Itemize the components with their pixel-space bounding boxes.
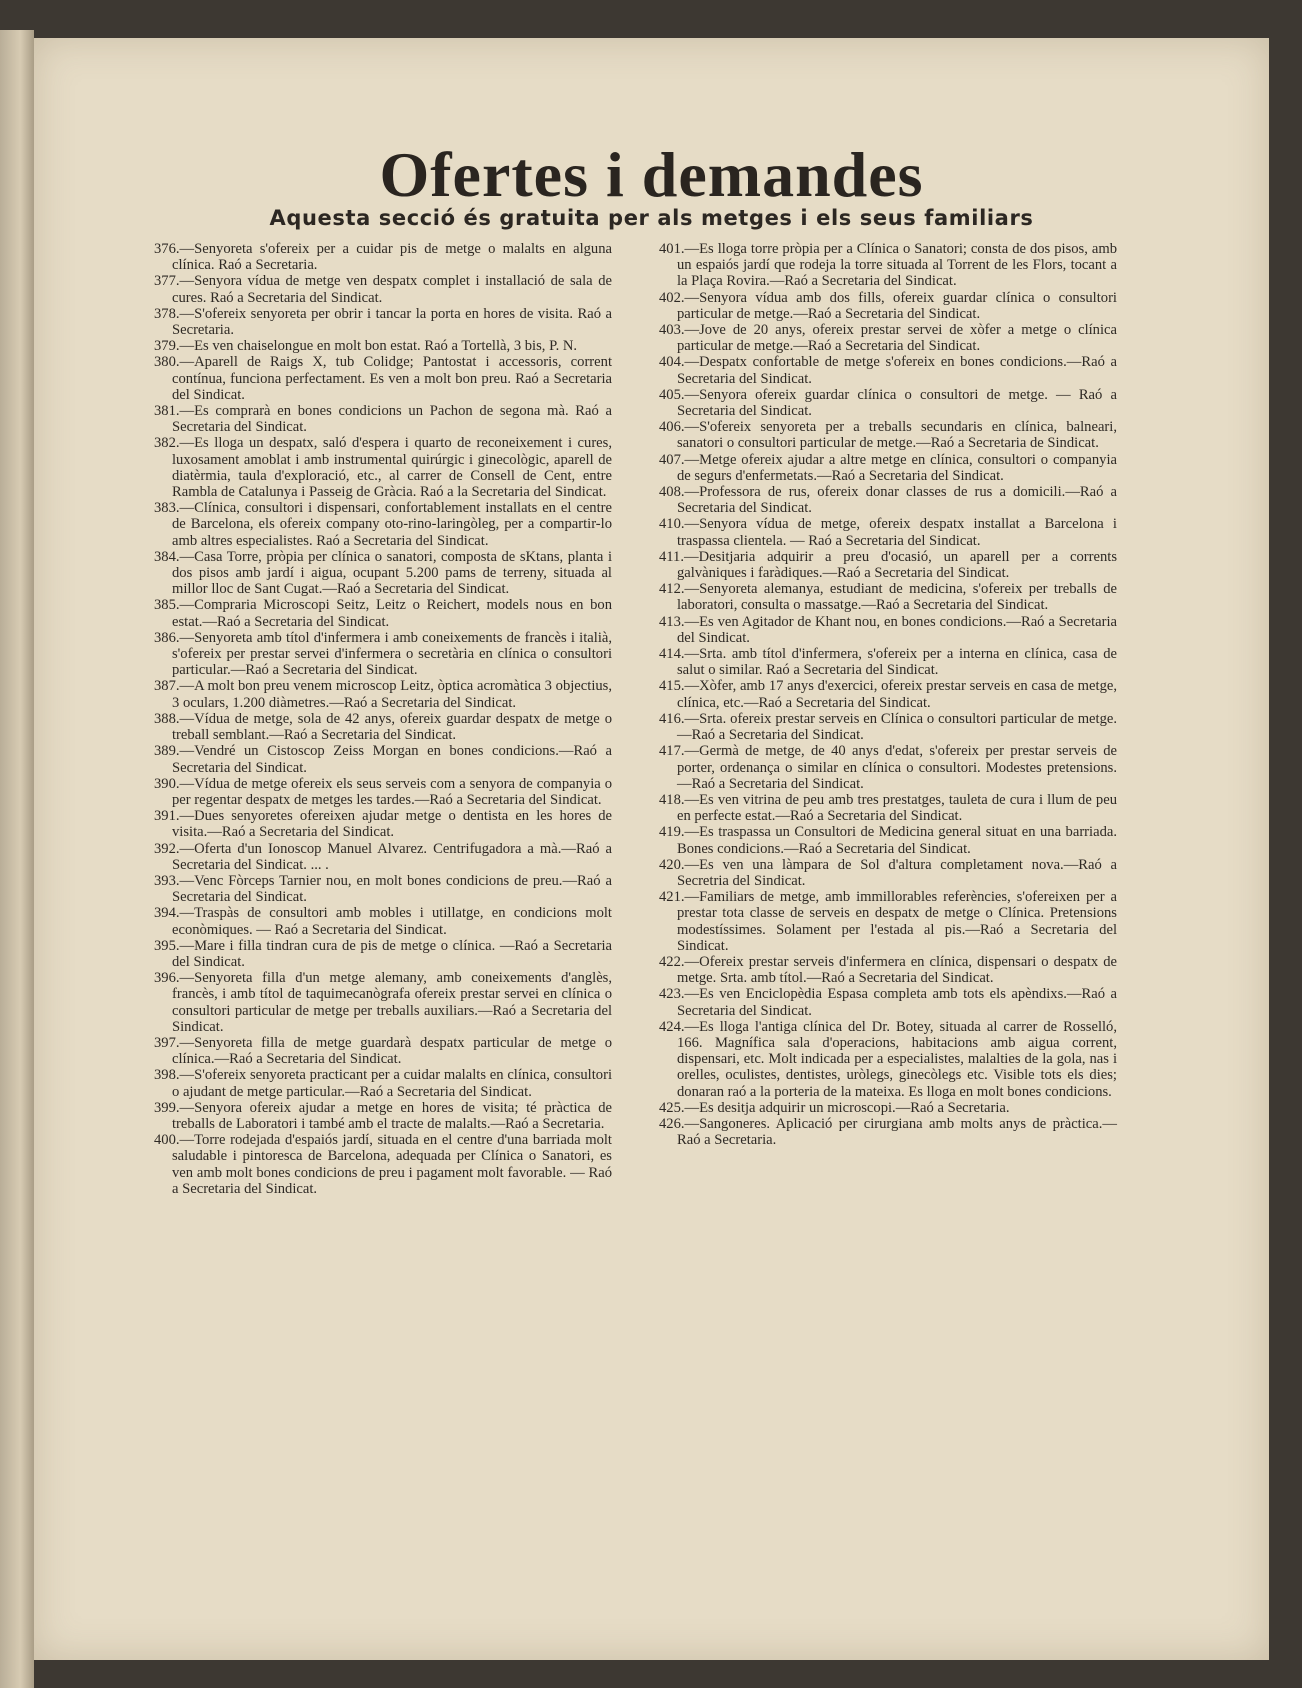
classified-ad: 395.—Mare i filla tindran cura de pis de metge o clínica. —Raó a Secretaria del Sindicat. [154,937,612,970]
classified-ad: 390.—Vídua de metge ofereix els seus serveis com a senyora de companyia o per regentar despatx de metges les tardes.—Raó a Secretaria del Sindicat. [154,775,612,808]
classified-ad: 398.—S'ofereix senyoreta practicant per a cuidar malalts en clínica, consultori o ajudant de metge particular.—Raó a Secretaria del Sindicat. [154,1067,612,1100]
classified-ad: 387.—A molt bon preu venem microscop Leitz, òptica acromàtica 3 objectius, 3 oculars, 1.200 diàmetres.—Raó a Secretaria del Sindicat. [154,678,612,711]
classified-ad: 405.—Senyora ofereix guardar clínica o consultori de metge. — Raó a Secretaria del Sindicat. [659,386,1117,420]
classified-ad: 404.—Despatx confortable de metge s'ofereix en bones condicions.—Raó a Secretaria del Sindicat. [659,354,1117,387]
classified-ad: 403.—Jove de 20 anys, ofereix prestar servei de xòfer a metge o clínica particular de metge.—Raó a Secretaria del Sindicat. [659,322,1117,355]
page-title: Ofertes i demandes [379,139,924,210]
classified-ad: 399.—Senyora ofereix ajudar a metge en hores de visita; té pràctica de treballs de Laboratori i també amb el tracte de malalts.—Raó a Secretaria. [154,1099,612,1132]
classified-ad: 424.—Es lloga l'antiga clínica del Dr. Botey, situada al carrer de Rosselló, 166. Magnífica sala d'operacions, habitacions amb aigua corrent, dispensari, etc. Molt indicada per a especialistes, malalties de la gola, nas i orelles, oculistes, dentistes, uròlegs, ginecòlegs etc. Visible tots els dies; donaran raó a la porteria de la mateixa. Es lloga en molt bones condicions. [659,1018,1117,1100]
classified-ad: 400.—Torre rodejada d'espaiós jardí, situada en el centre d'una barriada molt saludable i pintoresca de Barcelona, adequada per Clínica o Sanatori, es ven amb molt bones condicions de preu i pagament molt favorable. — Raó a Secretaria del Sindicat. [154,1132,612,1197]
classified-ad: 412.—Senyoreta alemanya, estudiant de medicina, s'ofereix per treballs de laboratori, consulta o massatge.—Raó a Secretaria del Sindicat. [659,581,1117,614]
classified-ad: 388.—Vídua de metge, sola de 42 anys, ofereix guardar despatx de metge o treball semblant.—Raó a Secretaria del Sindicat. [154,710,612,744]
classified-ad: 393.—Venc Fòrceps Tarnier nou, en molt bones condicions de preu.—Raó a Secretaria del Sindicat. [154,872,612,906]
classified-ad: 378.—S'ofereix senyoreta per obrir i tancar la porta en hores de visita. Raó a Secretaria. [154,305,612,339]
classified-ad: 379.—Es ven chaiselongue en molt bon estat. Raó a Tortellà, 3 bis, P. N. [154,338,578,355]
classified-ad: 419.—Es traspassa un Consultori de Medicina general situat en una barriada. Bones condicions.—Raó a Secretaria del Sindicat. [659,824,1117,857]
classified-ad: 411.—Desitjaria adquirir a preu d'ocasió, un aparell per a corrents galvàniques i faràdiques.—Raó a Secretaria del Sindicat. [659,548,1117,582]
classified-ad: 383.—Clínica, consultori i dispensari, confortablement installats en el centre de Barcelona, els ofereix company oto-rino-laringòleg, per a compartir-lo amb altres especialistes. Raó a Secretaria del Sindicat. [154,500,612,549]
left-column [154,241,612,1197]
classified-ad: 410.—Senyora vídua de metge, ofereix despatx installat a Barcelona i traspassa clientela. — Raó a Secretaria del Sindicat. [659,516,1117,549]
classified-ad: 414.—Srta. amb títol d'infermera, s'ofereix per a interna en clínica, casa de salut o similar. Raó a Secretaria del Sindicat. [659,646,1117,679]
classified-ad: 402.—Senyora vídua amb dos fills, ofereix guardar clínica o consultori particular de metge.—Raó a Secretaria del Sindicat. [659,289,1117,322]
classified-ad: 422.—Ofereix prestar serveis d'infermera en clínica, dispensari o despatx de metge. Srta. amb títol.—Raó a Secretaria del Sindicat. [659,953,1117,987]
classified-ad: 376.—Senyoreta s'ofereix per a cuidar pis de metge o malalts en alguna clínica. Raó a Secretaria. [154,241,612,274]
classified-ad: 406.—S'ofereix senyoreta per a treballs secundaris en clínica, balneari, sanatori o consultori particular de metge.—Raó a Secretaria de Sindicat. [659,419,1117,452]
classified-ad: 396.—Senyoreta filla d'un metge alemany, amb coneixements d'anglès, francès, i amb títol de taquimecanògrafa ofereix prestar servei en clínica o consultori particular de metge per treballs auxiliars.—Raó a Secretaria del Sindicat. [154,970,612,1035]
paper-sheet [34,38,1269,1660]
right-column [659,241,1117,1148]
classified-ad: 380.—Aparell de Raigs X, tub Colidge; Pantostat i accessoris, corrent contínua, funciona perfectament. Es ven a molt bon preu. Raó a Secretaria del Sindicat. [154,354,612,403]
classified-ad: 413.—Es ven Agitador de Khant nou, en bones condicions.—Raó a Secretaria del Sindicat. [659,613,1117,646]
classified-ad: 425.—Es desitja adquirir un microscopi.—Raó a Secretaria. [659,1099,1010,1116]
classified-ad: 389.—Vendré un Cistoscop Zeiss Morgan en bones condicions.—Raó a Secretaria del Sindicat. [154,743,612,776]
classified-ad: 426.—Sangoneres. Aplicació per cirurgiana amb molts anys de pràctica.—Raó a Secretaria. [659,1115,1117,1149]
classified-ad: 391.—Dues senyoretes ofereixen ajudar metge o dentista en les hores de visita.—Raó a Secretaria del Sindicat. [154,808,612,841]
classified-ad: 377.—Senyora vídua de metge ven despatx complet i installació de sala de cures. Raó a Secretaria del Sindicat. [154,273,612,306]
classified-ad: 384.—Casa Torre, pròpia per clínica o sanatori, composta de sKtans, planta i dos pisos amb jardí i aigua, ocupant 5.200 pams de terreny, situada al millor lloc de Sant Cugat.—Raó a Secretaria del Sindicat. [154,548,612,598]
classified-ad: 423.—Es ven Enciclopèdia Espasa completa amb tots els apèndixs.—Raó a Secretaria del Sindicat. [659,986,1117,1019]
classified-ad: 415.—Xòfer, amb 17 anys d'exercici, ofereix prestar serveis en casa de metge, clínica, etc.—Raó a Secretaria del Sindicat. [659,678,1117,711]
classified-ad: 418.—Es ven vitrina de peu amb tres prestatges, tauleta de cura i llum de peu en perfecte estat.—Raó a Secretaria del Sindicat. [659,791,1117,825]
classified-ad: 421.—Familiars de metge, amb immillorables referències, s'ofereixen per a prestar tota classe de serveis en despatx de metge o Clínica. Pretensions modestíssimes. Solament per l'estada al pis.—Raó a Secretaria del Sindicat. [659,889,1117,954]
classified-ad: 386.—Senyoreta amb títol d'infermera i amb coneixements de francès i italià, s'ofereix per prestar servei d'infermera o secretària en clínica o consultori particular.—Raó a Secretaria del Sindicat. [154,629,612,679]
classified-ad: 407.—Metge ofereix ajudar a altre metge en clínica, consultori o companyia de segurs d'enfermetats.—Raó a Secretaria del Sindicat. [659,451,1117,484]
book-spine [0,30,34,1688]
classified-ad: 397.—Senyoreta filla de metge guardarà despatx particular de metge o clínica.—Raó a Secretaria del Sindicat. [154,1034,612,1068]
classified-ad: 394.—Traspàs de consultori amb mobles i utillatge, en condicions molt econòmiques. — Raó a Secretaria del Sindicat. [154,905,612,938]
page-subtitle: Aquesta secció és gratuita per als metges i els seus familiars [269,206,1034,230]
classified-ad: 420.—Es ven una làmpara de Sol d'altura completament nova.—Raó a Secretria del Sindicat. [659,856,1117,889]
classified-ad: 382.—Es lloga un despatx, saló d'espera i quarto de reconeixement i cures, luxosament amoblat i amb instrumental quirúrgic i ginecològic, aparell de diatèrmia, taula d'exploració, etc., al carrer de Consell de Cent, entre Rambla de Catalunya i Passeig de Gràcia. Raó a la Secretaria del Sindicat. [154,435,612,501]
classified-ad: 401.—Es lloga torre pròpia per a Clínica o Sanatori; consta de dos pisos, amb un espaiós jardí que rodeja la torre situada al Torrent de les Flors, tocant a la Plaça Rovira.—Raó a Secretaria del Sindicat. [659,241,1117,290]
classified-ad: 381.—Es comprarà en bones condicions un Pachon de segona mà. Raó a Secretaria del Sindicat. [154,403,612,436]
classified-ad: 408.—Professora de rus, ofereix donar classes de rus a domicili.—Raó a Secretaria del Sindicat. [659,484,1117,517]
classified-ad: 417.—Germà de metge, de 40 anys d'edat, s'ofereix per prestar serveis de porter, ordenança o similar en clínica o consultori. Modestes pretensions.—Raó a Secretaria del Sindicat. [659,743,1117,792]
classified-ad: 416.—Srta. ofereix prestar serveis en Clínica o consultori particular de metge.—Raó a Secretaria del Sindicat. [659,710,1117,744]
classified-ad: 385.—Compraria Microscopi Seitz, Leitz o Reichert, models nous en bon estat.—Raó a Secretaria del Sindicat. [154,597,612,630]
classified-ad: 392.—Oferta d'un Ionoscop Manuel Alvarez. Centrifugadora a mà.—Raó a Secretaria del Sindicat. ... . [154,840,612,873]
